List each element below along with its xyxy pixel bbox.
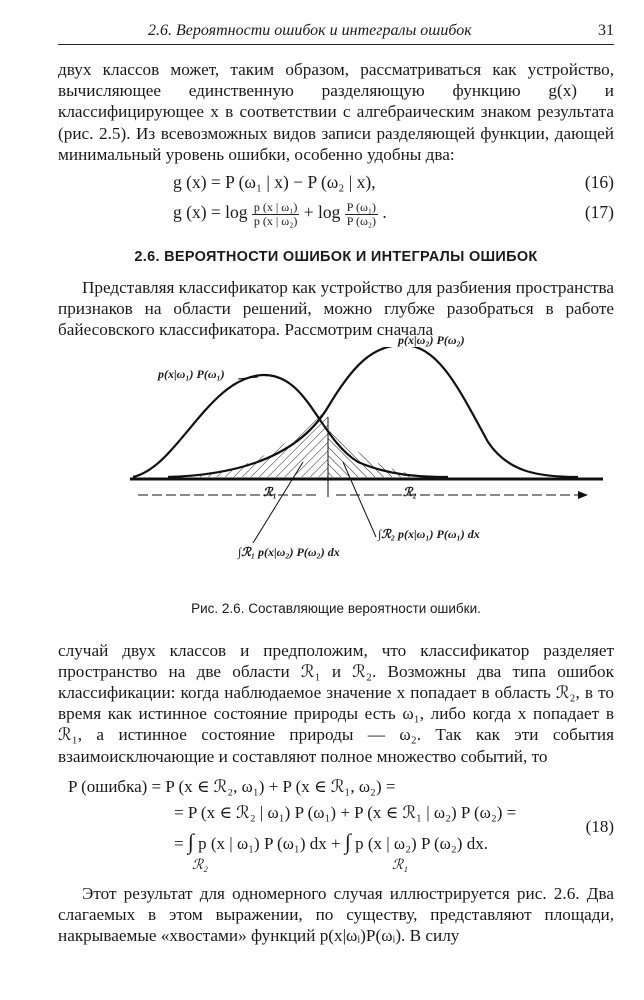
integral-sign-1: ∫	[187, 828, 194, 854]
region2-arrowhead	[578, 491, 588, 499]
running-header	[58, 18, 614, 45]
equation-17-number: (17)	[584, 202, 614, 223]
equation-18-line-3-eq: =	[174, 833, 184, 853]
equation-17-lhs: g (x) = log	[173, 202, 248, 223]
fraction-1-denominator: p (x | ω₂)	[253, 213, 298, 228]
label-region-2: ℛ₂	[403, 484, 417, 499]
equation-18-line-3-term-2: p (x | ω₂) P (ω₂) dx.	[355, 833, 488, 853]
figure-2-6	[58, 332, 614, 597]
label-integral-left: ∫ℛ₁ p(x|ω₂) P(ω₂) dx	[238, 544, 340, 559]
label-class-1-density: p(x|ω₁) P(ω₁)	[158, 366, 225, 381]
equation-17	[58, 195, 614, 229]
integral-sign-2: ∫	[344, 828, 351, 854]
integral-1-domain: ℛ₂	[192, 857, 209, 873]
curve-class-2	[168, 347, 578, 477]
section-paragraph-3: Этот результат для одномерного случая иллюстрируется рис. 2.6. Два слагаемых в этом выражении, по существу, представляют площади, накрываемые «хвостами» функций p(x|ωᵢ)P(ωᵢ). В силу	[58, 883, 614, 946]
label-region-1: ℛ₁	[263, 484, 277, 499]
equation-16	[58, 169, 614, 195]
equation-18-line-2: = P (x ∈ ℛ₂ | ω₁) P (ω₁) + P (x ∈ ℛ₁ | ω₂) P (ω₂) =	[174, 802, 517, 822]
equation-17-mid: + log	[303, 202, 341, 223]
error-area-r1	[178, 407, 328, 477]
label-integral-right: ∫ℛ₂ p(x|ω₁) P(ω₁) dx	[378, 526, 480, 541]
section-title: 2.6. ВЕРОЯТНОСТИ ОШИБОК И ИНТЕГРАЛЫ ОШИБОК	[134, 249, 538, 266]
error-area-r2	[328, 422, 438, 477]
equation-18	[58, 777, 614, 877]
fraction-1-numerator: p (x | ω₁)	[253, 199, 298, 214]
intro-paragraph: двух классов может, таким образом, рассматриваться как устройство, вычисляющее единственную разделяющую функцию g(x) и классифицирующее x в соответствии с алгебраическим знаком результата (рис. 2.5). Из всевозможных видов записи разделяющей функции, дающей минимальный уровень ошибки, особенно удобны два:	[58, 60, 614, 164]
equation-17-fraction-2	[345, 201, 378, 228]
equation-18-line-3-term-1: p (x | ω₁) P (ω₁) dx +	[198, 833, 341, 853]
integral-2-domain: ℛ₁	[392, 857, 409, 873]
equation-18-number: (18)	[585, 816, 614, 836]
equation-18-line-1: P (ошибка) = P (x ∈ ℛ₂, ω₁) + P (x ∈ ℛ₁, ω₂) =	[68, 776, 396, 796]
label-class-2-density: p(x|ω₂) P(ω₂)	[398, 332, 465, 347]
page-number: 31	[598, 22, 614, 39]
section-paragraph-1: Представляя классификатор как устройство для разбиения пространства признаков на области решений, можно глубже разобраться в работе байесовского классификатора. Рассмотрим сначала	[58, 278, 614, 340]
header-title: 2.6. Вероятности ошибок и интегралы ошибок	[148, 22, 472, 39]
fraction-2-numerator: P (ω₁)	[346, 199, 377, 214]
equation-17-fraction-1	[252, 201, 299, 228]
fraction-2-denominator: P (ω₂)	[346, 213, 377, 228]
figure-caption: Рис. 2.6. Составляющие вероятности ошибки.	[191, 600, 481, 616]
equation-18-line-3	[174, 829, 488, 855]
equation-17-end: .	[382, 202, 387, 223]
equation-16-number: (16)	[584, 172, 614, 193]
page	[58, 18, 614, 946]
section-paragraph-2: случай двух классов и предположим, что классификатор разделяет пространство на две области ℛ₁ и ℛ₂. Возможны два типа ошибок классификации: когда наблюдаемое значение x попадает в область ℛ₂, в то время как истинное состояние природы есть ω₁, либо когда x попадает в ℛ₁, а истинное состояние природы — ω₂. Так как эти события взаимоисключающие и составляют полное множество событий, то	[58, 640, 614, 766]
equation-16-expression: g (x) = P (ω₁ | x) − P (ω₂ | x),	[173, 172, 376, 193]
